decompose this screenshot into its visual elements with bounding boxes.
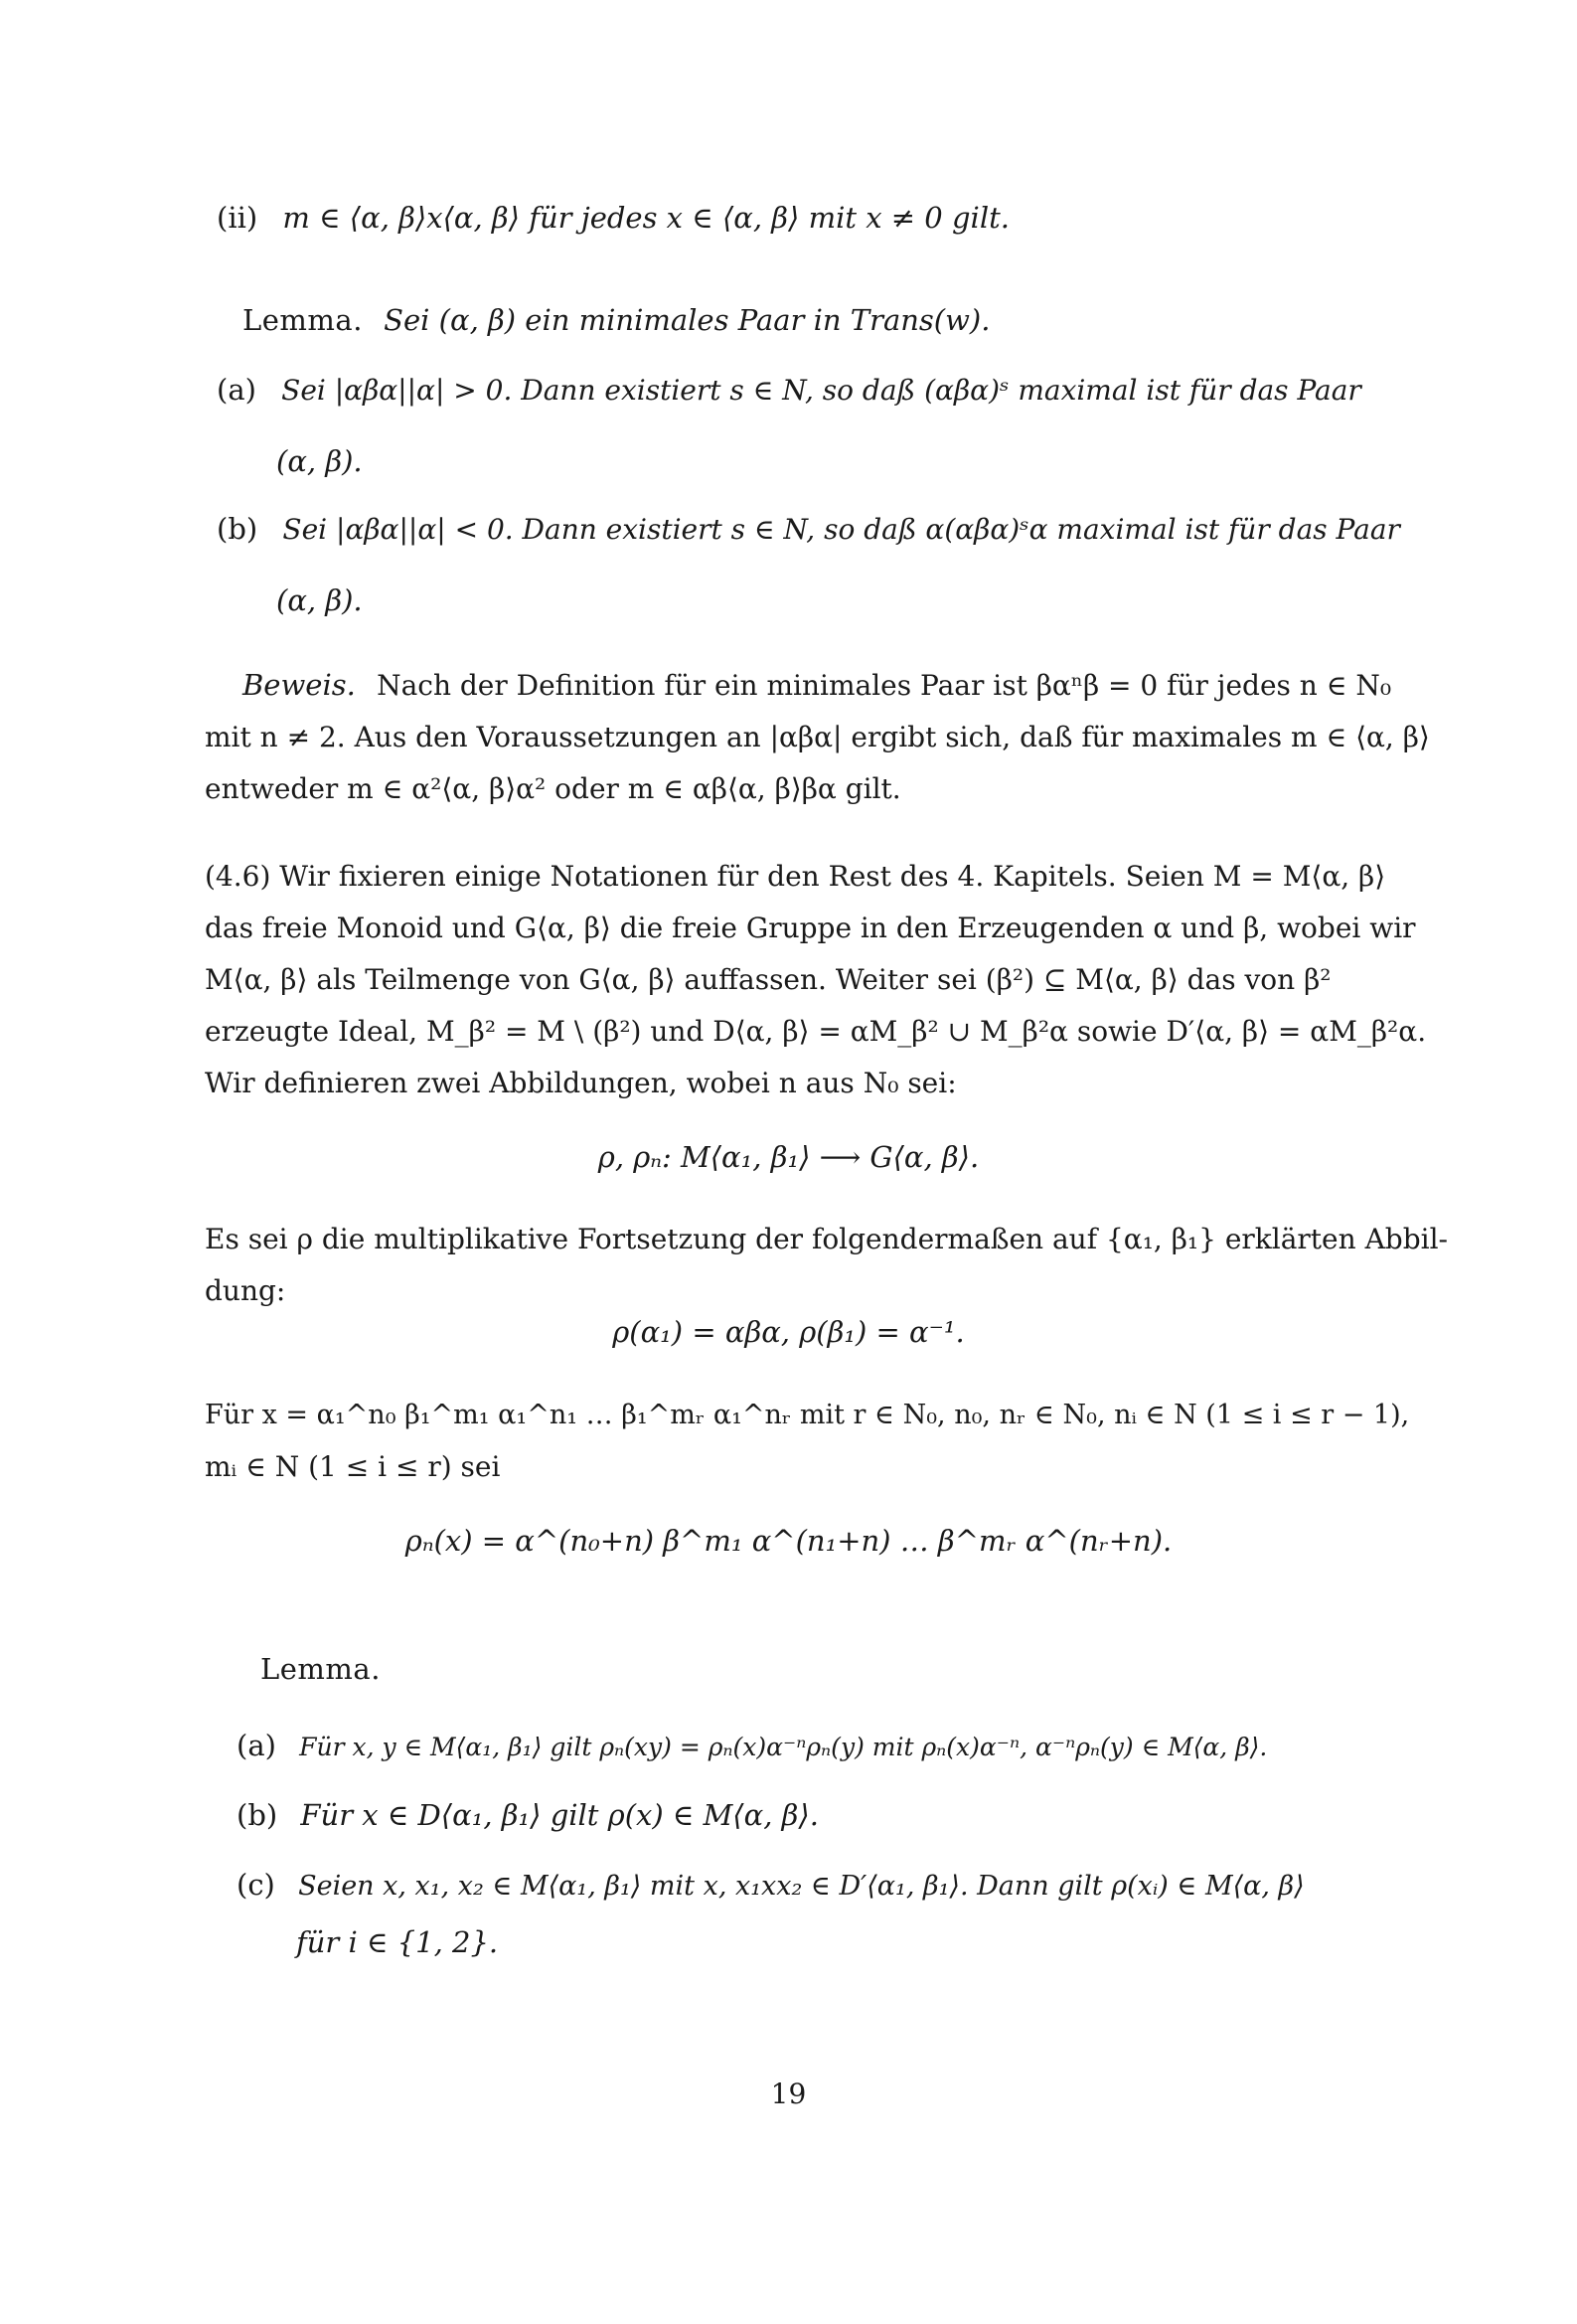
lemma-2-b-label: (b) <box>237 1798 278 1832</box>
lemma-1-b-line2: (α, β). <box>276 583 363 617</box>
lemma-2-a-label: (a) <box>237 1729 276 1762</box>
section-4-6-line-1: (4.6) Wir fixieren einige Notationen für den Rest des 4. Kapitels. Seien M = M⟨α, β⟩ <box>205 860 1386 893</box>
lemma-2-c-label: (c) <box>237 1868 275 1902</box>
item-ii <box>217 201 1010 235</box>
lemma-1-header <box>242 303 991 337</box>
lemma-2-a-text: Für x, y ∈ M⟨α₁, β₁⟩ gilt ρₙ(xy) = ρₙ(x)α⁻ⁿρₙ(y) mit ρₙ(x)α⁻ⁿ, α⁻ⁿρₙ(y) ∈ M⟨α, β⟩. <box>299 1733 1268 1761</box>
formula-rho-n: ρₙ(x) = α^(n₀+n) β^m₁ α^(n₁+n) … β^mᵣ α^(nᵣ+n). <box>404 1524 1173 1558</box>
section-4-6-line-5: Wir definieren zwei Abbildungen, wobei n aus N₀ sei: <box>205 1067 957 1099</box>
section-4-6-line-6: Es sei ρ die multiplikative Fortsetzung der folgendermaßen auf {α₁, β₁} erklärten Abbil- <box>205 1223 1449 1255</box>
lemma-1-a-line2: (α, β). <box>276 444 363 478</box>
section-4-6-line-3: M⟨α, β⟩ als Teilmenge von G⟨α, β⟩ auffassen. Weiter sei (β²) ⊆ M⟨α, β⟩ das von β² <box>205 963 1332 996</box>
lemma-1-b <box>217 512 1400 546</box>
item-ii-label: (ii) <box>217 201 258 235</box>
formula-rho-definition: ρ(α₁) = αβα, ρ(β₁) = α⁻¹. <box>612 1315 965 1349</box>
item-ii-text: m ∈ ⟨α, β⟩x⟨α, β⟩ für jedes x ∈ ⟨α, β⟩ mit x ≠ 0 gilt. <box>282 201 1010 235</box>
lemma-2-heading: Lemma. <box>260 1652 381 1686</box>
page-number: 19 <box>770 2077 807 2110</box>
lemma-1-a <box>217 373 1361 407</box>
formula-rho-maps: ρ, ρₙ: M⟨α₁, β₁⟩ ⟶ G⟨α, β⟩. <box>597 1140 980 1174</box>
proof-line-1 <box>242 668 1392 702</box>
section-4-6-line-7: dung: <box>205 1274 286 1307</box>
lemma-1-heading: Lemma. <box>242 303 363 337</box>
section-4-6-line-9: mᵢ ∈ N (1 ≤ i ≤ r) sei <box>205 1450 501 1483</box>
lemma-1-intro: Sei (α, β) ein minimales Paar in Trans(w). <box>384 303 991 337</box>
lemma-1-b-label: (b) <box>217 512 258 546</box>
proof-label: Beweis. <box>242 668 356 702</box>
lemma-2-c-line1: Seien x, x₁, x₂ ∈ M⟨α₁, β₁⟩ mit x, x₁xx₂ ∈ D′⟨α₁, β₁⟩. Dann gilt ρ(xᵢ) ∈ M⟨α, β⟩ <box>298 1871 1305 1902</box>
proof-line-3: entweder m ∈ α²⟨α, β⟩α² oder m ∈ αβ⟨α, β⟩βα gilt. <box>205 772 901 805</box>
lemma-2-a <box>237 1729 1268 1762</box>
section-4-6-line-8: Für x = α₁^n₀ β₁^m₁ α₁^n₁ … β₁^mᵣ α₁^nᵣ mit r ∈ N₀, n₀, nᵣ ∈ N₀, nᵢ ∈ N (1 ≤ i ≤ r − 1), <box>205 1400 1410 1430</box>
lemma-1-a-label: (a) <box>217 373 256 407</box>
lemma-1-b-line1: Sei |αβα||α| < 0. Dann existiert s ∈ N, so daß α(αβα)ˢα maximal ist für das Paar <box>282 513 1400 546</box>
lemma-2-c <box>237 1868 1305 1902</box>
proof-line-2: mit n ≠ 2. Aus den Voraussetzungen an |αβα| ergibt sich, daß für maximales m ∈ ⟨α, β⟩ <box>205 721 1430 753</box>
proof-line-1-text: Nach der Definition für ein minimales Paar ist βαⁿβ = 0 für jedes n ∈ N₀ <box>377 669 1392 702</box>
lemma-1-a-line1: Sei |αβα||α| > 0. Dann existiert s ∈ N, so daß (αβα)ˢ maximal ist für das Paar <box>281 374 1361 407</box>
lemma-2-b <box>237 1798 819 1832</box>
lemma-2-b-text: Für x ∈ D⟨α₁, β₁⟩ gilt ρ(x) ∈ M⟨α, β⟩. <box>300 1798 819 1832</box>
section-4-6-line-2: das freie Monoid und G⟨α, β⟩ die freie Gruppe in den Erzeugenden α und β, wobei wir <box>205 912 1416 944</box>
section-4-6-line-4: erzeugte Ideal, M_β² = M \ (β²) und D⟨α, β⟩ = αM_β² ∪ M_β²α sowie D′⟨α, β⟩ = αM_β²α. <box>205 1015 1427 1048</box>
lemma-2-c-line2: für i ∈ {1, 2}. <box>296 1925 499 1959</box>
